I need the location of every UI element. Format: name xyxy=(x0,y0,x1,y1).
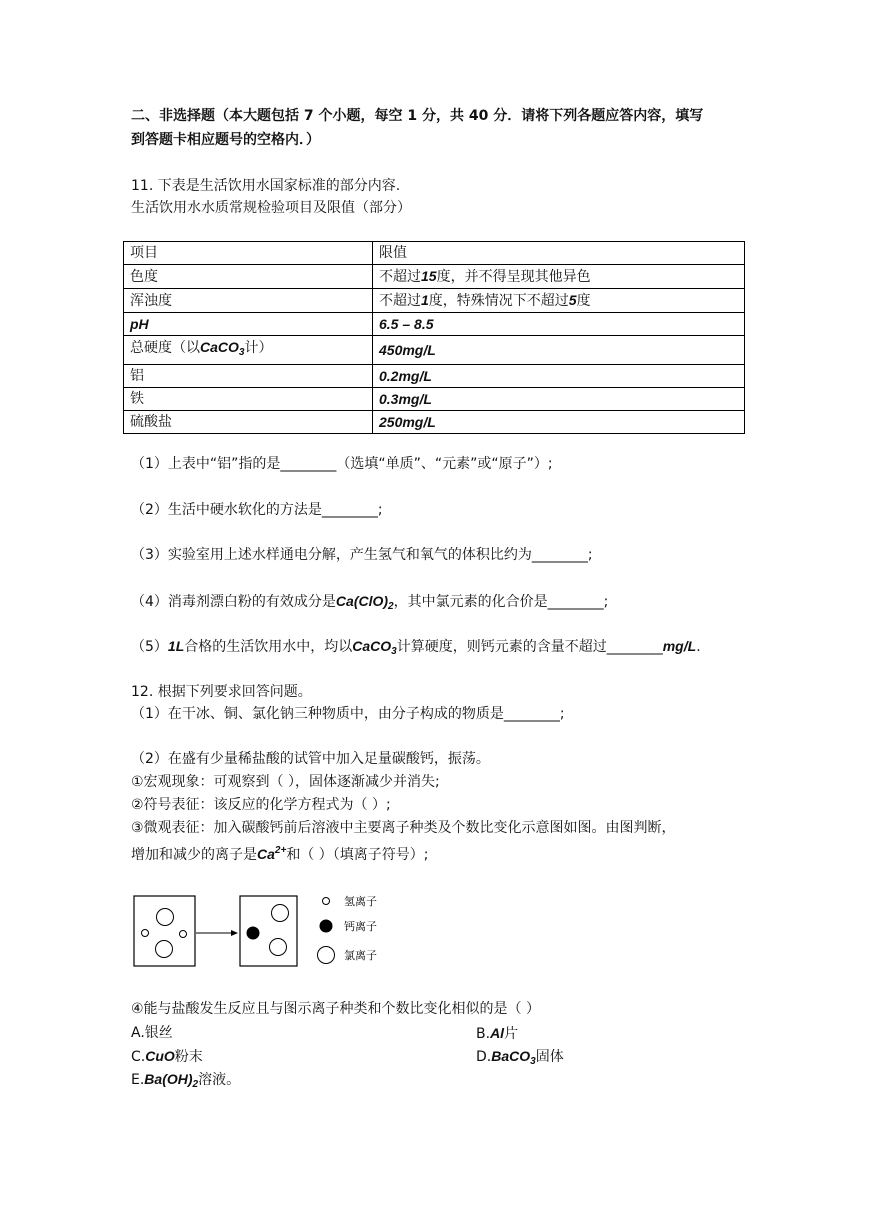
ion-change-diagram xyxy=(130,890,400,970)
limit-prefix: 不超过 xyxy=(379,269,421,285)
step3-suffix: 和（ ）（填离子符号）; xyxy=(286,847,429,863)
option-b-suffix: 片 xyxy=(504,1026,519,1042)
step3-prefix: 增加和减少的离子是 xyxy=(131,847,257,863)
hydrogen-ion-circle xyxy=(180,931,187,938)
formula-1l: 1L xyxy=(167,638,185,654)
unit-mg-per-l: mg/L xyxy=(662,638,697,654)
limit-suffix: 度，并不得呈现其他异色 xyxy=(436,269,591,285)
section-heading-line1: 二、非选择题（本大题包括 7 个小题，每空 1 分，共 40 分．请将下列各题应答内容，填写 xyxy=(131,108,704,124)
formula-baoh: Ba(OH) xyxy=(144,1071,193,1087)
part4-prefix: （4）消毒剂漂白粉的有效成分是 xyxy=(131,594,336,610)
table-cell-item xyxy=(124,336,373,365)
q11-table-title: 生活饮用水水质常规检验项目及限值（部分） xyxy=(131,200,411,216)
formula-caclo: Ca(ClO) xyxy=(335,593,389,609)
formula-subscript: 3 xyxy=(238,347,245,358)
chloride-ion-circle xyxy=(156,941,173,958)
legend-hydrogen-label: 氢离子 xyxy=(344,895,377,908)
formula-caco: CaCO xyxy=(200,339,239,355)
option-c-prefix: C. xyxy=(131,1049,146,1065)
table-cell-item: 色度 xyxy=(124,265,373,289)
table-cell-limit: 250mg/L xyxy=(373,411,745,434)
table-header-row xyxy=(124,242,745,265)
table-cell-item: 浑浊度 xyxy=(124,289,373,313)
formula-subscript: 3 xyxy=(530,1056,536,1067)
q12-part1: （1）在干冰、铜、氯化钠三种物质中，由分子构成的物质是________; xyxy=(131,706,565,722)
q11-intro: 11. 下表是生活饮用水国家标准的部分内容. xyxy=(131,178,401,194)
legend-calcium-symbol xyxy=(320,920,332,932)
table-row xyxy=(124,265,745,289)
section-heading-line2: 到答题卡相应题号的空格内．） xyxy=(131,132,320,148)
q12-step2: ②符号表征：该反应的化学方程式为（ ）; xyxy=(131,797,391,813)
q12-step1: ①宏观现象：可观察到（ ），固体逐渐减少并消失; xyxy=(131,774,440,790)
limit-number: 15 xyxy=(421,268,437,284)
formula-cuo: CuO xyxy=(145,1048,175,1064)
table-cell-limit xyxy=(373,289,745,313)
q11-part1: （1）上表中“铝”指的是________（选填“单质”、“元素”或“原子”）; xyxy=(131,456,553,472)
q11-part3: （3）实验室用上述水样通电分解，产生氢气和氧气的体积比约为________; xyxy=(131,547,593,563)
option-e-suffix: 溶液。 xyxy=(198,1072,241,1088)
part5-middle: 合格的生活饮用水中，均以 xyxy=(184,639,353,655)
formula-subscript: 2 xyxy=(388,601,394,612)
q12-step4: ④能与盐酸发生反应且与图示离子种类和个数比变化相似的是（ ） xyxy=(131,1001,540,1017)
option-b-prefix: B. xyxy=(476,1026,491,1042)
hydrogen-ion-circle xyxy=(142,930,149,937)
option-c-suffix: 粉末 xyxy=(174,1049,203,1065)
part5-middle2: 计算硬度，则钙元素的含量不超过________ xyxy=(396,639,663,655)
item-suffix: 计） xyxy=(244,340,273,356)
q12-step3-cont xyxy=(131,841,428,865)
limit-middle: 度，特殊情况下不超过 xyxy=(428,293,569,309)
ion-charge: 2+ xyxy=(274,845,287,856)
calcium-ion-circle xyxy=(247,927,259,939)
option-a: A.银丝 xyxy=(131,1025,173,1041)
table-row xyxy=(124,336,745,365)
table-row xyxy=(124,411,745,434)
ion-ca: Ca xyxy=(257,846,275,862)
table-cell-limit: 0.3mg/L xyxy=(373,388,745,411)
table-cell-limit: 450mg/L xyxy=(373,336,745,365)
chloride-ion-circle xyxy=(270,939,287,956)
q11-part4 xyxy=(131,591,608,617)
formula-subscript: 2 xyxy=(192,1079,199,1090)
legend-chloride-label: 氯离子 xyxy=(344,949,377,962)
legend-hydrogen-symbol xyxy=(323,898,330,905)
formula-subscript: 3 xyxy=(391,646,397,657)
q11-part5 xyxy=(131,636,701,662)
limit-number-2: 5 xyxy=(568,292,577,308)
option-e-prefix: E. xyxy=(131,1072,145,1088)
item-prefix: 总硬度（以 xyxy=(130,340,200,356)
q11-part2: （2）生活中硬水软化的方法是________; xyxy=(131,502,383,518)
table-cell-item: 铝 xyxy=(124,365,373,388)
part5-end: . xyxy=(696,639,701,655)
formula-caco: CaCO xyxy=(352,638,392,654)
table-row xyxy=(124,365,745,388)
part5-prefix: （5） xyxy=(131,639,168,655)
legend-chloride-symbol xyxy=(318,947,335,964)
part4-suffix: ，其中氯元素的化合价是________; xyxy=(393,594,609,610)
table-cell-item: 铁 xyxy=(124,388,373,411)
formula-baco: BaCO xyxy=(491,1048,531,1064)
option-e xyxy=(131,1069,240,1095)
table-header-limit: 限值 xyxy=(373,242,745,265)
legend-calcium-label: 钙离子 xyxy=(344,920,377,933)
limit-prefix: 不超过 xyxy=(379,293,421,309)
reaction-arrow-head xyxy=(231,930,238,936)
chloride-ion-circle xyxy=(272,905,289,922)
q12-part2: （2）在盛有少量稀盐酸的试管中加入足量碳酸钙，振荡。 xyxy=(131,751,490,767)
chloride-ion-circle xyxy=(157,909,174,926)
table-cell-limit: 0.2mg/L xyxy=(373,365,745,388)
table-row xyxy=(124,313,745,336)
option-d-suffix: 固体 xyxy=(535,1049,564,1065)
option-c xyxy=(131,1046,203,1067)
table-row xyxy=(124,289,745,313)
option-d-prefix: D. xyxy=(476,1049,492,1065)
water-standard-table xyxy=(123,241,745,434)
table-cell-item: 硫酸盐 xyxy=(124,411,373,434)
table-row xyxy=(124,388,745,411)
option-b xyxy=(476,1023,518,1044)
formula-al: Al xyxy=(490,1025,505,1041)
limit-suffix: 度 xyxy=(576,293,591,309)
table-cell-limit: 6.5 – 8.5 xyxy=(373,313,745,336)
option-d xyxy=(476,1046,564,1072)
table-header-item: 项目 xyxy=(124,242,373,265)
table-cell-limit xyxy=(373,265,745,289)
limit-number: 1 xyxy=(421,292,429,308)
q12-step3: ③微观表征：加入碳酸钙前后溶液中主要离子种类及个数比变化示意图如图。由图判断， xyxy=(131,820,676,836)
q12-intro: 12. 根据下列要求回答问题。 xyxy=(131,684,312,700)
table-cell-item: pH xyxy=(124,313,373,336)
